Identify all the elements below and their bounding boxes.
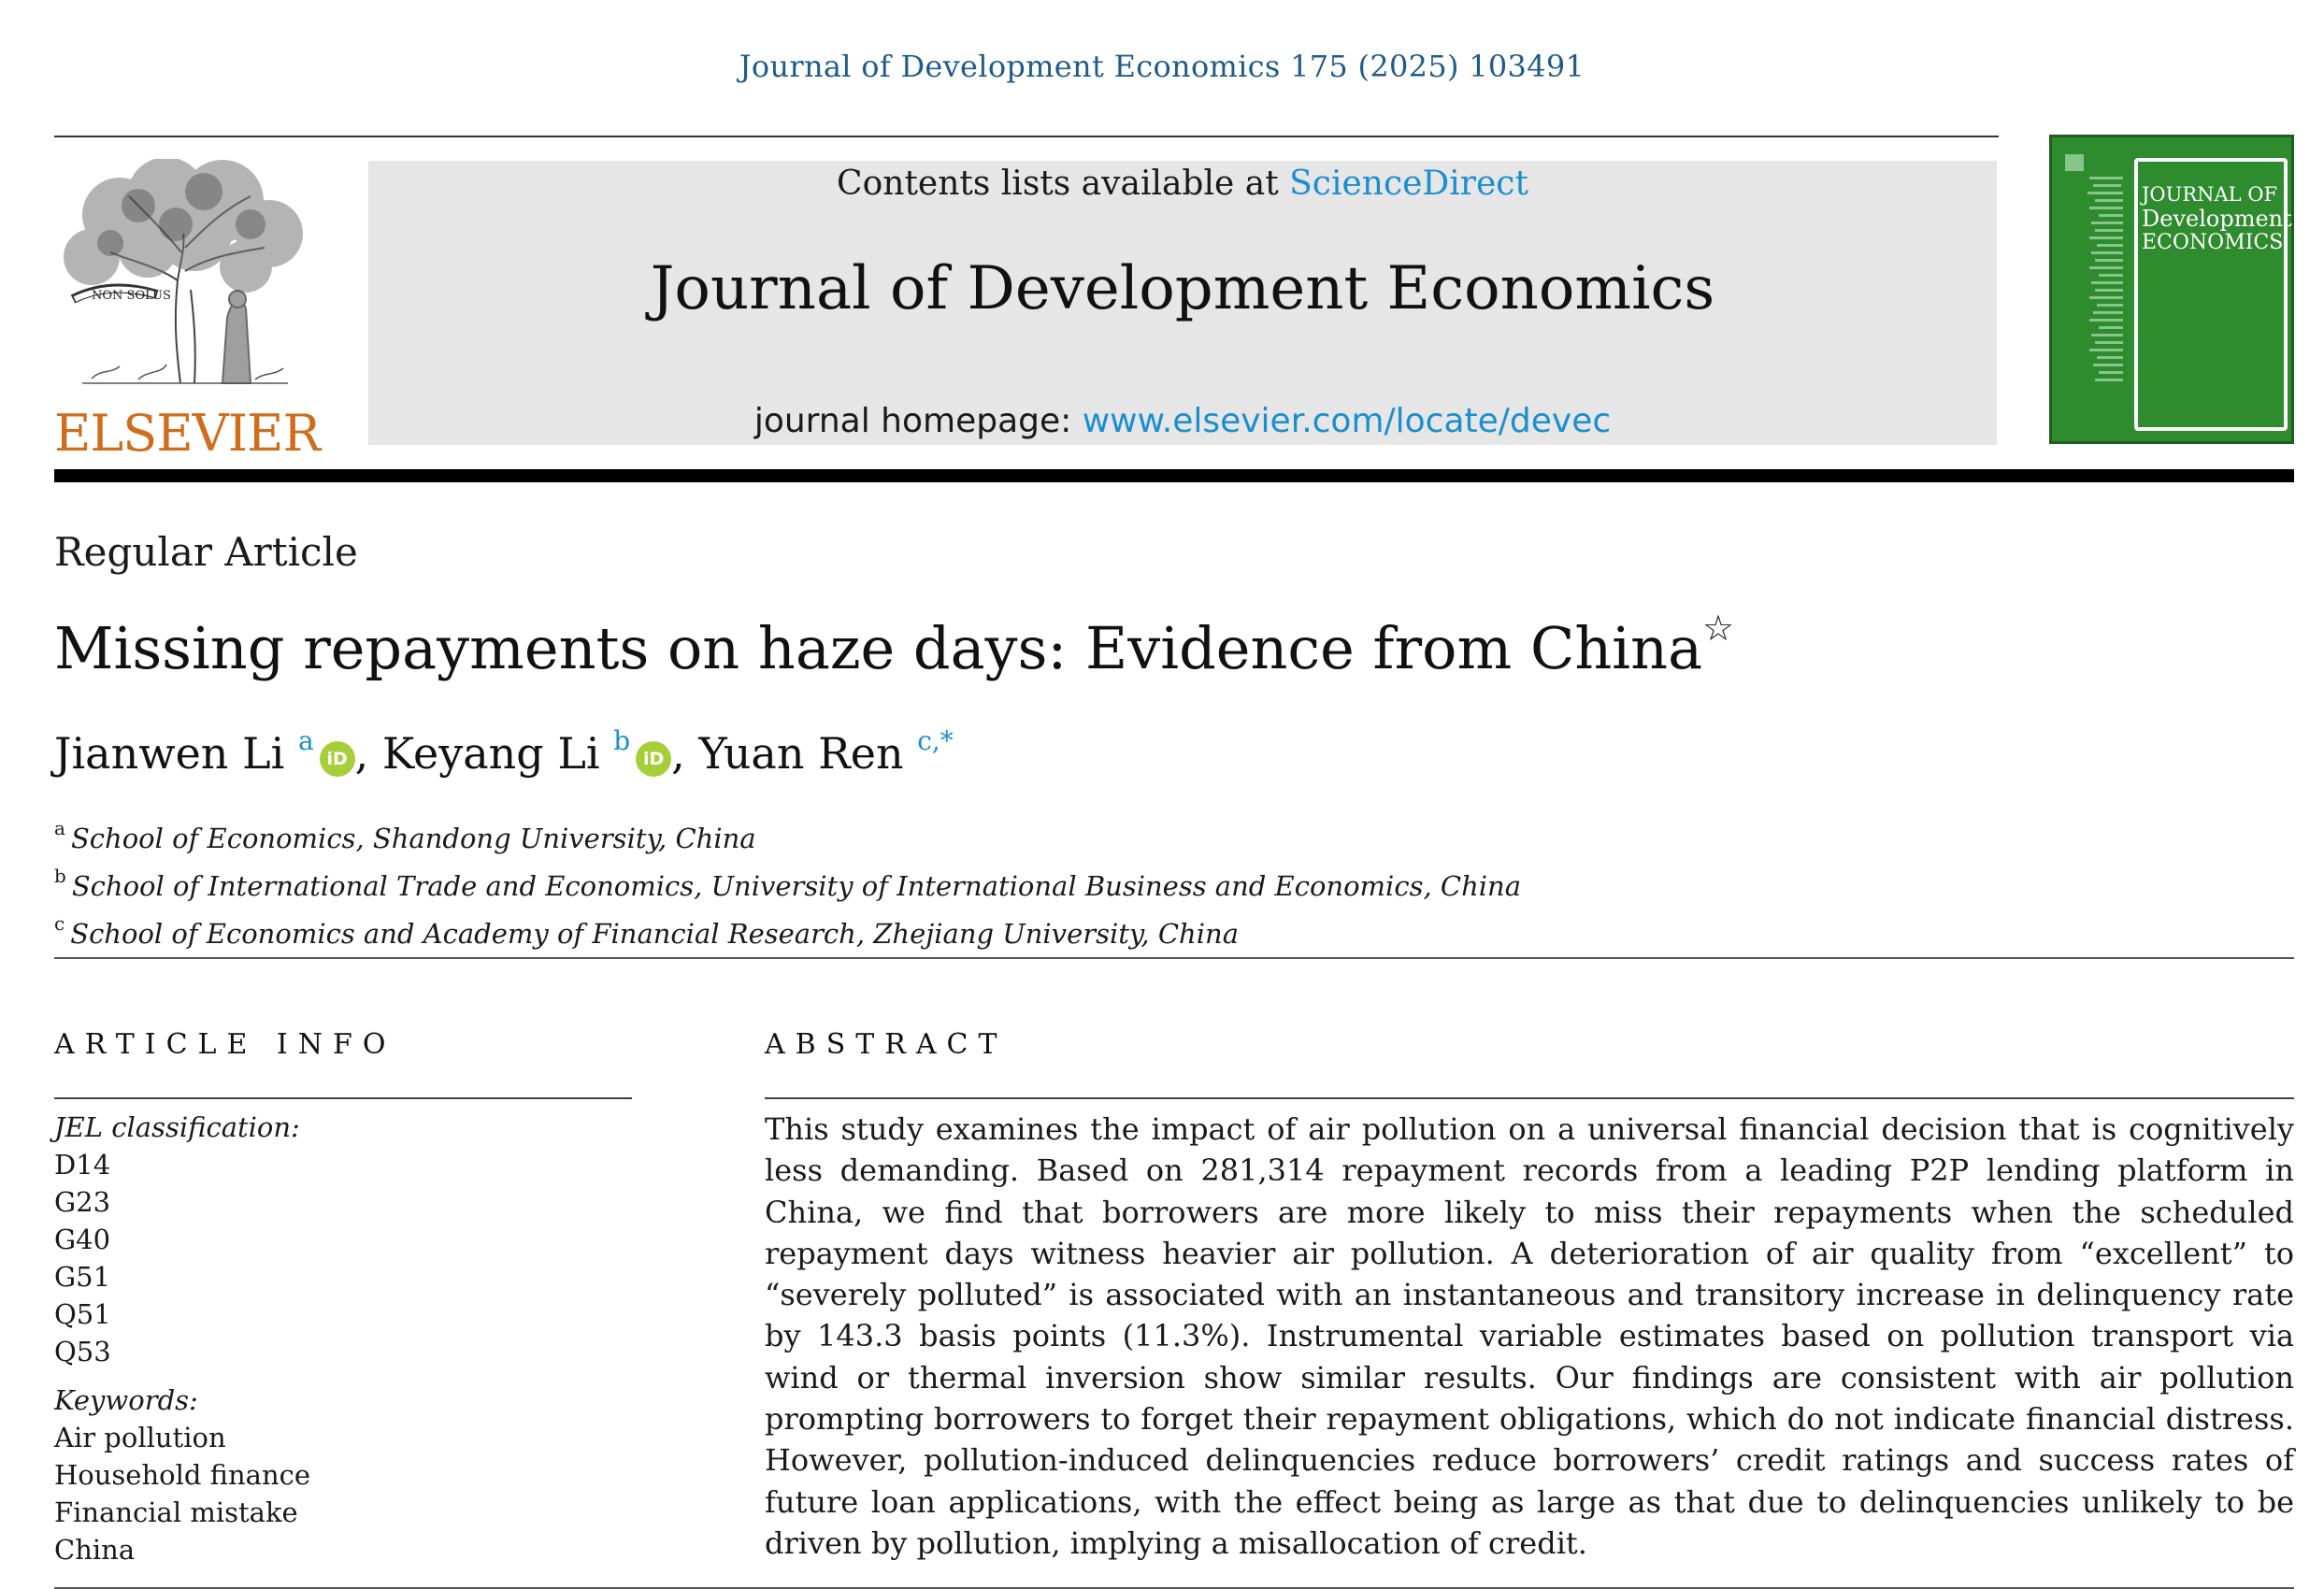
author-affil-sup[interactable]: a	[297, 725, 314, 756]
keyword: Financial mistake	[54, 1496, 298, 1528]
affiliation-item	[54, 905, 1521, 952]
cover-line-1: JOURNAL OF	[2142, 183, 2278, 206]
abstract-text: This study examines the impact of air pollution on a universal financial decision that is cognitively less demanding. Based on 281,314 repayment records from a leading P2P lending platform in China, we find that borrowers are more likely to miss their repayments when the scheduled repayment days witness heavier air pollution. A deterioration of air quality from “excellent” to “severely polluted” is associated with an instantaneous and transitory increase in delinquency rate by 143.3 basis points (11.3%). Instrumental variable estimates based on pollution transport via wind or thermal inversion show similar results. Our findings are consistent with air pollution prompting borrowers to forget their repayment obligations, which do not indicate financial distress. However, pollution-induced delinquencies reduce borrowers’ credit ratings and success rates of future loan applications, with the effect being as large as that due to delinquencies unlikely to be driven by pollution, implying a misallocation of credit.	[765, 1111, 2294, 1561]
author-name[interactable]: Keyang Li	[381, 728, 600, 779]
author-list: Jianwen Li $^a$iD , Keyang Li $^b$iD , Yuan Ren $^{c,*}$	[54, 725, 954, 779]
affiliation-sup: c	[54, 912, 65, 935]
abstract-rule	[765, 1097, 2294, 1099]
author-affil-sup[interactable]: b	[613, 725, 631, 756]
affiliation-text: School of International Trade and Economics, University of International Business and Economics, China	[71, 870, 1521, 902]
jel-code: Q53	[54, 1336, 111, 1367]
section-rule	[54, 957, 2294, 959]
jel-code: D14	[54, 1149, 111, 1181]
sciencedirect-link[interactable]: ScienceDirect	[1289, 165, 1528, 203]
article-info-heading: ARTICLE INFO	[54, 1028, 396, 1061]
jel-code: G51	[54, 1261, 111, 1293]
article-info-list	[54, 1109, 310, 1568]
publisher-motto: NON SOLUS	[92, 289, 171, 303]
author-name[interactable]: Yuan Ren	[698, 728, 904, 779]
affiliation-sup: b	[54, 865, 66, 887]
publisher-name: ELSEVIER	[54, 404, 321, 463]
affiliation-sup: a	[54, 817, 65, 839]
homepage-link[interactable]: www.elsevier.com/locate/devec	[1082, 402, 1612, 440]
abstract-heading: ABSTRACT	[765, 1028, 1008, 1061]
cover-line-3: ECONOMICS	[2142, 231, 2284, 254]
jel-label: JEL classification:	[54, 1111, 300, 1143]
article-info-rule	[54, 1097, 632, 1099]
cover-text-lines-icon	[2061, 149, 2127, 429]
keyword: Air pollution	[54, 1422, 226, 1453]
article-title-text: Missing repayments on haze days: Evidence from China	[54, 614, 1703, 682]
orcid-icon[interactable]: iD	[636, 741, 671, 777]
keyword: China	[54, 1534, 136, 1566]
tree-icon	[54, 159, 311, 393]
affiliation-text: School of Economics and Academy of Financial Research, Zhejiang University, China	[70, 918, 1239, 950]
contents-prefix: Contents lists available at	[837, 165, 1290, 203]
jel-code: G23	[54, 1186, 111, 1218]
affiliation-item	[54, 857, 1521, 905]
header-thick-rule	[54, 469, 2294, 482]
homepage-prefix: journal homepage:	[753, 402, 1083, 440]
elsevier-logo[interactable]	[54, 159, 321, 463]
affiliation-text: School of Economics, Shandong University, China	[70, 823, 756, 854]
title-footnote-star-icon[interactable]: ☆	[1702, 608, 1735, 649]
journal-citation[interactable]: Journal of Development Economics 175 (2025) 103491	[739, 49, 1585, 84]
top-rule	[54, 136, 1999, 137]
affiliation-list	[54, 809, 1521, 952]
homepage-line	[368, 402, 1997, 440]
keyword: Household finance	[54, 1459, 311, 1491]
jel-code: Q51	[54, 1298, 111, 1330]
keywords-label: Keywords:	[54, 1384, 198, 1416]
author-affil-sup[interactable]: c,*	[917, 725, 954, 756]
affiliation-item	[54, 809, 1521, 857]
cover-line-2: Development	[2142, 206, 2292, 232]
jel-code: G40	[54, 1224, 111, 1255]
journal-title: Journal of Development Economics	[650, 254, 1715, 323]
journal-masthead	[368, 161, 1997, 445]
journal-cover[interactable]	[2049, 135, 2294, 444]
orcid-icon[interactable]: iD	[320, 741, 355, 777]
article-title	[54, 608, 1734, 682]
cover-title	[2142, 182, 2292, 255]
contents-line	[368, 161, 1997, 203]
author-name[interactable]: Jianwen Li	[54, 728, 285, 779]
article-type: Regular Article	[54, 529, 358, 575]
